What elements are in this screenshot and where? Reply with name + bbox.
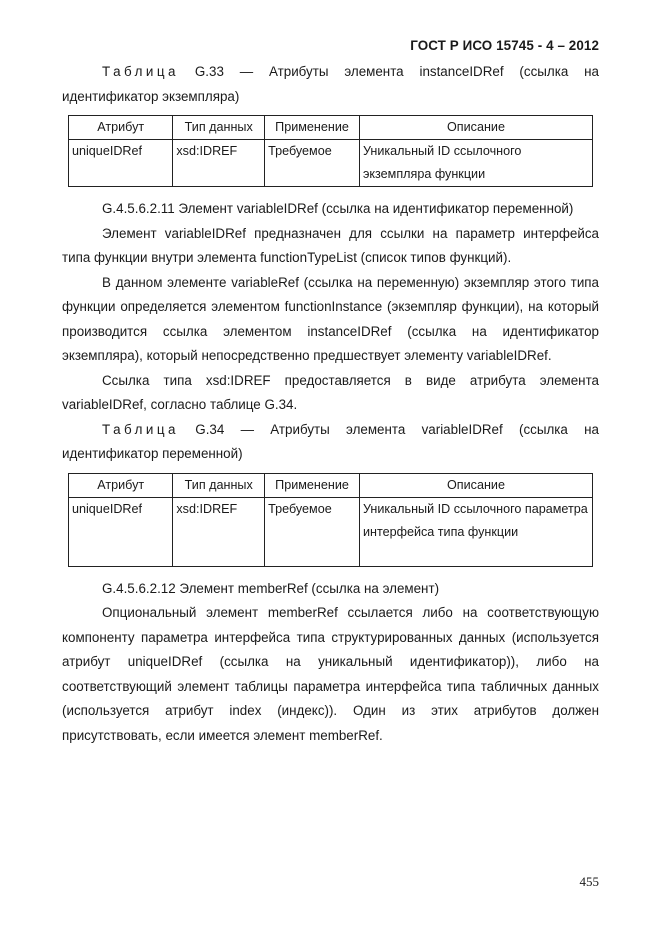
paragraph: Элемент variableIDRef предназначен для ссылки на параметр интерфейса типа функции внутри элемента functionTypeList (список типов функций). <box>62 225 599 265</box>
table-cell: Уникальный ID ссылочного экземпляра функции <box>359 140 592 187</box>
table-34 <box>68 473 593 567</box>
table-header-row <box>69 116 593 140</box>
table-cell: xsd:IDREF <box>173 140 265 187</box>
paragraph: Опциональный элемент memberRef ссылается либо на соответствующую компоненту параметра интерфейса типа структурированных данных (используется атрибут uniqueIDRef (ссылка на уникальный идентификатор)), либо на соответствующий элемент таблицы параметра интерфейса типа табличных данных (используется атрибут index (индекс)). Один из этих атрибутов должен присутствовать, если имеется элемент memberRef. <box>62 605 599 743</box>
section-heading-11: G.4.5.6.2.11 Элемент variableIDRef (ссылка на идентификатор переменной) <box>102 201 574 216</box>
header-cell: Тип данных <box>173 473 265 497</box>
paragraph: Ссылка типа xsd:IDREF предоставляется в виде атрибута элемента variableIDRef, согласно таблице G.34. <box>62 372 599 412</box>
page-number: 455 <box>579 874 599 889</box>
header-cell: Применение <box>265 116 360 140</box>
table-34-caption <box>62 418 599 467</box>
page-content <box>62 60 599 748</box>
table-cell: Требуемое <box>265 497 360 566</box>
header-cell: Применение <box>265 473 360 497</box>
header-cell: Атрибут <box>69 116 173 140</box>
table-header-row <box>69 473 593 497</box>
table-33-caption <box>62 60 599 109</box>
table-caption-text: G.33 — Атрибуты элемента instanceIDRef (ссылка на идентификатор экземпляра) <box>62 64 599 104</box>
section-heading-12: G.4.5.6.2.12 Элемент memberRef (ссылка на элемент) <box>102 580 440 596</box>
table-row <box>69 497 593 566</box>
table-caption-word: Таблица <box>102 64 180 79</box>
table-cell: Требуемое <box>265 140 360 187</box>
table-cell: Уникальный ID ссылочного параметра интерфейса типа функции <box>359 497 592 566</box>
paragraph: В данном элементе variableRef (ссылка на переменную) экземпляр этого типа функции определяется элементом functionInstance (экземпляр функции), на который производится ссылка элементом instanceIDRef (ссылка на идентификатор экземпляра), который непосредственно предшествует элементу variableIDRef. <box>62 274 599 363</box>
header-cell: Тип данных <box>173 116 265 140</box>
table-cell: uniqueIDRef <box>69 140 173 187</box>
table-caption-text: G.34 — Атрибуты элемента variableIDRef (ссылка на идентификатор переменной) <box>62 421 599 461</box>
header-cell: Описание <box>359 473 592 497</box>
header-cell: Описание <box>359 116 592 140</box>
document-code: ГОСТ Р ИСО 15745 - 4 – 2012 <box>410 38 599 53</box>
table-cell: uniqueIDRef <box>69 497 173 566</box>
header-cell: Атрибут <box>69 473 173 497</box>
table-cell: xsd:IDREF <box>173 497 265 566</box>
table-33 <box>68 115 593 187</box>
table-row <box>69 140 593 187</box>
table-caption-word: Таблица <box>102 421 180 437</box>
